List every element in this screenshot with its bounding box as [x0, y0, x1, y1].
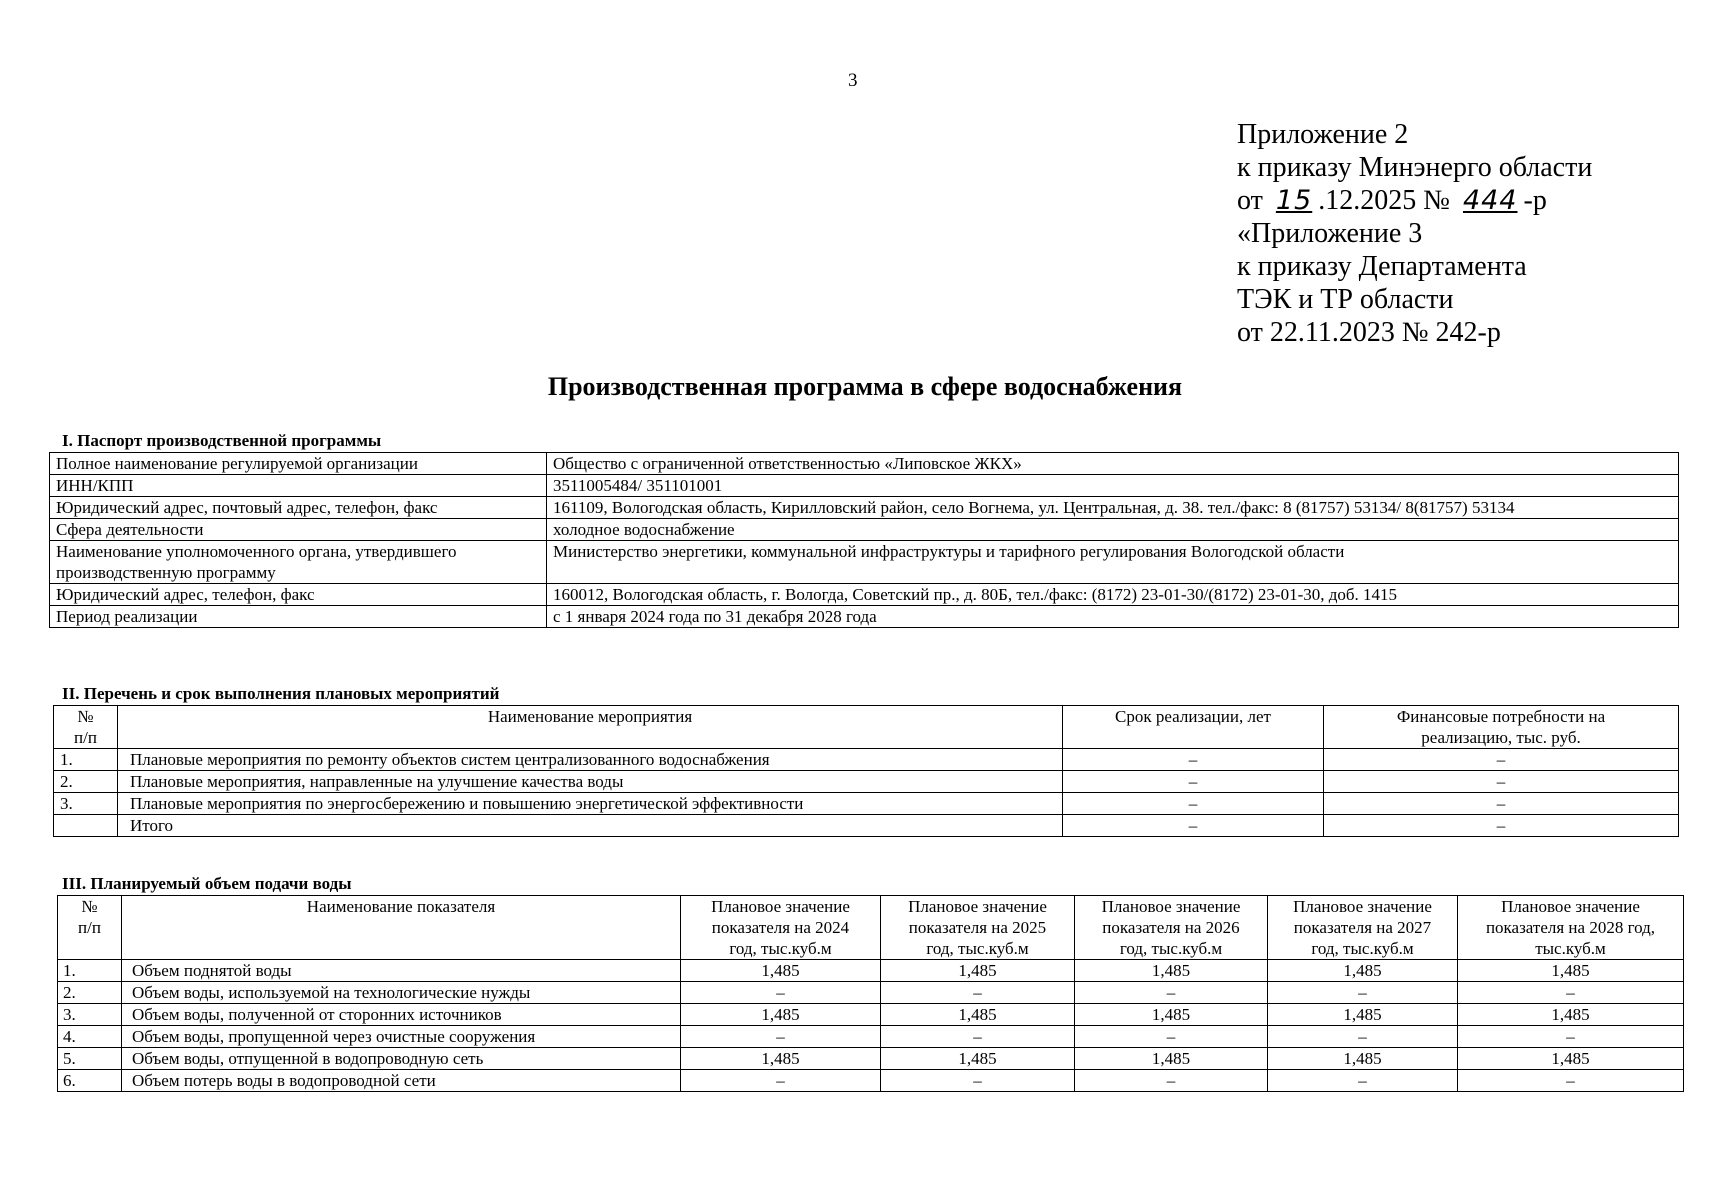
row-value: 1,485 [1458, 960, 1684, 982]
table-row [50, 475, 1679, 497]
row-value: – [881, 1026, 1075, 1048]
row-value: 1,485 [1268, 960, 1458, 982]
row-name: Объем воды, пропущенной через очистные сооружения [122, 1026, 681, 1048]
row-value: – [1458, 982, 1684, 1004]
row-value: – [1268, 982, 1458, 1004]
row-value: 1,485 [1075, 1004, 1268, 1026]
table-row [58, 1026, 1684, 1048]
table-row [58, 1004, 1684, 1026]
header-year: Плановое значение показателя на 2025 год, тыс.куб.м [881, 896, 1075, 960]
page-title: Производственная программа в сфере водоснабжения [547, 372, 1183, 401]
row-value: – [881, 1070, 1075, 1092]
row-value: 1,485 [881, 1004, 1075, 1026]
row-value: – [681, 1070, 881, 1092]
table-row [58, 1070, 1684, 1092]
row-num: 3. [54, 793, 118, 815]
passport-label: Полное наименование регулируемой организации [50, 453, 547, 475]
row-num: 2. [58, 982, 122, 1004]
row-value: – [1458, 1026, 1684, 1048]
row-value: 1,485 [681, 960, 881, 982]
row-value: 1,485 [881, 1048, 1075, 1070]
row-value: – [1075, 1070, 1268, 1092]
row-num [54, 815, 118, 837]
row-name: Плановые мероприятия по ремонту объектов систем централизованного водоснабжения [118, 749, 1063, 771]
annex-block [1237, 118, 1592, 349]
passport-label: Юридический адрес, почтовый адрес, телефон, факс [50, 497, 547, 519]
passport-value: 161109, Вологодская область, Кирилловский район, село Вогнема, ул. Центральная, д. 38. тел./факс: 8 (81757) 53134/ 8(81757) 53134 [547, 497, 1679, 519]
annex-line: «Приложение 3 [1237, 218, 1423, 249]
passport-value: с 1 января 2024 года по 31 декабря 2028 года [547, 606, 1679, 628]
annex-line: к приказу Департамента [1237, 251, 1527, 282]
row-num: 2. [54, 771, 118, 793]
page-number: 3 [848, 70, 858, 91]
row-finance: – [1324, 793, 1679, 815]
row-value: – [1075, 1026, 1268, 1048]
row-value: – [1268, 1026, 1458, 1048]
annex-line: от 22.11.2023 № 242-р [1237, 317, 1501, 348]
passport-value: Общество с ограниченной ответственностью «Липовское ЖКХ» [547, 453, 1679, 475]
header-num: № п/п [58, 896, 122, 960]
annex-line: к приказу Минэнерго области [1237, 152, 1593, 183]
header-finance: Финансовые потребности на реализацию, тыс. руб. [1324, 706, 1679, 749]
row-value: 1,485 [1075, 1048, 1268, 1070]
row-num: 1. [54, 749, 118, 771]
annex-date-mid: .12.2025 № [1318, 185, 1450, 216]
row-value: 1,485 [681, 1004, 881, 1026]
table-header-row [58, 896, 1684, 960]
row-term: – [1063, 771, 1324, 793]
table-row [50, 606, 1679, 628]
row-name: Объем потерь воды в водопроводной сети [122, 1070, 681, 1092]
passport-value: холодное водоснабжение [547, 519, 1679, 541]
table-row [54, 793, 1679, 815]
table-row [50, 541, 1679, 584]
passport-value: Министерство энергетики, коммунальной инфраструктуры и тарифного регулирования Вологодской области [547, 541, 1679, 584]
row-num: 5. [58, 1048, 122, 1070]
row-value: 1,485 [881, 960, 1075, 982]
table-row [50, 519, 1679, 541]
annex-date-suffix: -р [1523, 185, 1547, 216]
passport-label: Сфера деятельности [50, 519, 547, 541]
header-num: № п/п [54, 706, 118, 749]
row-value: – [881, 982, 1075, 1004]
table-row [58, 982, 1684, 1004]
handwritten-day: 15 [1275, 185, 1313, 216]
header-year: Плановое значение показателя на 2024 год, тыс.куб.м [681, 896, 881, 960]
annex-line: ТЭК и ТР области [1237, 284, 1454, 315]
row-term: – [1063, 749, 1324, 771]
row-name: Плановые мероприятия по энергосбережению и повышению энергетической эффективности [118, 793, 1063, 815]
row-term: – [1063, 815, 1324, 837]
table-row [58, 960, 1684, 982]
table-row [50, 497, 1679, 519]
header-name: Наименование показателя [122, 896, 681, 960]
header-year: Плановое значение показателя на 2026 год, тыс.куб.м [1075, 896, 1268, 960]
passport-value: 160012, Вологодская область, г. Вологда, Советский пр., д. 80Б, тел./факс: (8172) 23-01-30/(8172) 23-01-30, доб. 1415 [547, 584, 1679, 606]
passport-label: ИНН/КПП [50, 475, 547, 497]
header-year: Плановое значение показателя на 2027 год, тыс.куб.м [1268, 896, 1458, 960]
row-value: 1,485 [1075, 960, 1268, 982]
table-row [58, 1048, 1684, 1070]
passport-label: Юридический адрес, телефон, факс [50, 584, 547, 606]
section3-title: III. Планируемый объем подачи воды [62, 874, 352, 893]
row-value: 1,485 [681, 1048, 881, 1070]
row-value: – [1075, 982, 1268, 1004]
passport-table [49, 452, 1679, 628]
row-num: 1. [58, 960, 122, 982]
row-finance: – [1324, 771, 1679, 793]
measures-table [53, 705, 1679, 837]
row-num: 3. [58, 1004, 122, 1026]
row-name: Итого [118, 815, 1063, 837]
row-num: 6. [58, 1070, 122, 1092]
row-name: Объем воды, используемой на технологические нужды [122, 982, 681, 1004]
row-value: 1,485 [1458, 1048, 1684, 1070]
row-name: Объем воды, отпущенной в водопроводную сеть [122, 1048, 681, 1070]
header-year: Плановое значение показателя на 2028 год, тыс.куб.м [1458, 896, 1684, 960]
section2-title: II. Перечень и срок выполнения плановых мероприятий [62, 684, 500, 703]
row-name: Плановые мероприятия, направленные на улучшение качества воды [118, 771, 1063, 793]
row-value: 1,485 [1268, 1004, 1458, 1026]
header-name: Наименование мероприятия [118, 706, 1063, 749]
table-row [54, 771, 1679, 793]
annex-line: Приложение 2 [1237, 119, 1409, 150]
annex-date-prefix: от [1237, 185, 1263, 216]
table-row [50, 584, 1679, 606]
water-volume-table [57, 895, 1684, 1092]
row-num: 4. [58, 1026, 122, 1048]
table-header-row [54, 706, 1679, 749]
row-value: – [681, 982, 881, 1004]
row-value: – [1458, 1070, 1684, 1092]
annex-date-line [1237, 184, 1592, 217]
row-finance: – [1324, 749, 1679, 771]
row-value: 1,485 [1458, 1004, 1684, 1026]
passport-label: Период реализации [50, 606, 547, 628]
table-row [50, 453, 1679, 475]
row-term: – [1063, 793, 1324, 815]
row-finance: – [1324, 815, 1679, 837]
row-value: – [1268, 1070, 1458, 1092]
row-value: 1,485 [1268, 1048, 1458, 1070]
table-row [54, 815, 1679, 837]
header-term: Срок реализации, лет [1063, 706, 1324, 749]
table-row [54, 749, 1679, 771]
row-name: Объем поднятой воды [122, 960, 681, 982]
row-value: – [681, 1026, 881, 1048]
handwritten-number: 444 [1462, 185, 1518, 216]
row-name: Объем воды, полученной от сторонних источников [122, 1004, 681, 1026]
section1-title: I. Паспорт производственной программы [62, 431, 382, 450]
passport-label: Наименование уполномоченного органа, утвердившего производственную программу [50, 541, 547, 584]
passport-value: 3511005484/ 351101001 [547, 475, 1679, 497]
